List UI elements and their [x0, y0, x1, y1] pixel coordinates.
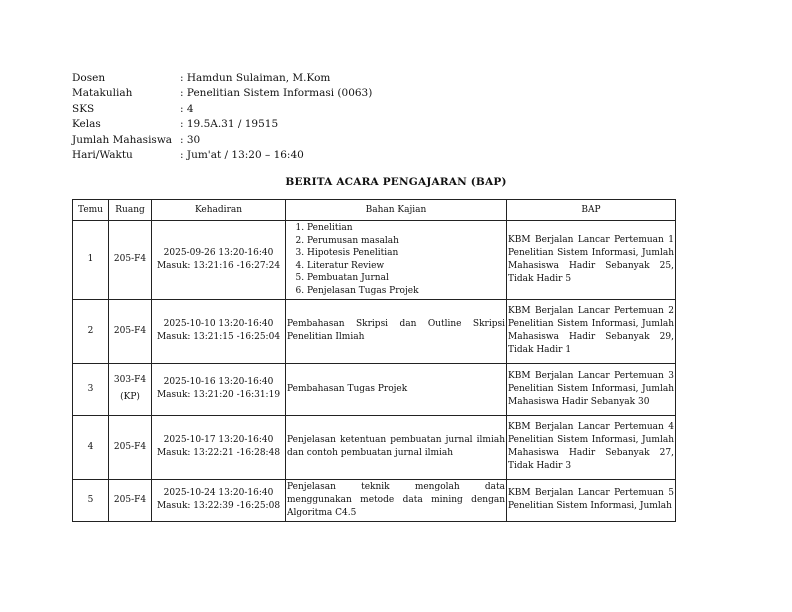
masuk-text: Masuk: 13:21:15 -16:25:04: [156, 332, 281, 343]
info-row-sks: [72, 102, 372, 117]
document-title: BERITA ACARA PENGAJARAN (BAP): [285, 176, 507, 188]
cell-ruang: 205-F4: [109, 479, 152, 521]
list-item: 1. Penelitian: [307, 222, 505, 235]
table-header-row: [73, 200, 676, 221]
ruang-text: 303-F4: [113, 375, 147, 386]
cell-bahan-kajian: Pembahasan Tugas Projek: [286, 363, 507, 415]
cell-bahan-kajian: [286, 221, 507, 300]
header-temu: Temu: [73, 200, 109, 221]
jadwal-text: 2025-10-17 13:20-16:40: [163, 435, 274, 446]
cell-temu: 1: [73, 221, 109, 300]
cell-temu: 2: [73, 299, 109, 363]
info-value: : 4: [180, 102, 194, 115]
list-item: 2. Perumusan masalah: [307, 235, 505, 248]
info-row-kelas: [72, 117, 372, 132]
info-label: SKS: [72, 102, 95, 115]
masuk-text: Masuk: 13:21:16 -16:27:24: [156, 260, 281, 271]
cell-ruang: 205-F4: [109, 221, 152, 300]
cell-ruang: 205-F4: [109, 299, 152, 363]
table-row: [73, 479, 676, 521]
info-value: : Jum'at / 13:20 – 16:40: [180, 148, 304, 161]
cell-kehadiran: [152, 363, 286, 415]
info-value: : Hamdun Sulaiman, M.Kom: [180, 72, 331, 84]
jadwal-text: 2025-10-24 13:20-16:40: [163, 488, 274, 499]
table-row: [73, 221, 676, 300]
cell-temu: 4: [73, 415, 109, 479]
cell-ruang: [109, 363, 152, 415]
jadwal-text: 2025-10-16 13:20-16:40: [163, 377, 274, 388]
list-item: 6. Penjelasan Tugas Projek: [307, 285, 505, 298]
cell-bap: KBM Berjalan Lancar Pertemuan 1 Penelitian Sistem Informasi, Jumlah Mahasiswa Hadir Sebanyak 25, Tidak Hadir 5: [507, 221, 676, 300]
cell-bahan-kajian: Pembahasan Skripsi dan Outline Skripsi Penelitian Ilmiah: [286, 299, 507, 363]
table-row: [73, 363, 676, 415]
list-item: 4. Literatur Review: [307, 260, 505, 273]
table-row: [73, 299, 676, 363]
info-value: : Penelitian Sistem Informasi (0063): [180, 87, 373, 100]
info-value: : 19.5A.31 / 19515: [180, 118, 279, 131]
ruang-note: (KP): [120, 392, 140, 403]
cell-bap: KBM Berjalan Lancar Pertemuan 5 Penelitian Sistem Informasi, Jumlah: [507, 479, 676, 521]
info-row-matakuliah: [72, 86, 372, 101]
info-label: Hari/Waktu: [72, 148, 133, 161]
list-item: 3. Hipotesis Penelitian: [307, 247, 505, 260]
header-ruang: Ruang: [109, 200, 152, 221]
header-bahan-kajian: Bahan Kajian: [286, 200, 507, 221]
cell-kehadiran: [152, 415, 286, 479]
info-row-hari-waktu: [72, 148, 372, 163]
cell-bap: KBM Berjalan Lancar Pertemuan 4 Penelitian Sistem Informasi, Jumlah Mahasiswa Hadir Sebanyak 27, Tidak Hadir 3: [507, 415, 676, 479]
cell-bahan-kajian: Penjelasan ketentuan pembuatan jurnal ilmiah dan contoh pembuatan jurnal ilmiah: [286, 415, 507, 479]
jadwal-text: 2025-10-10 13:20-16:40: [163, 319, 274, 330]
header-kehadiran: Kehadiran: [152, 200, 286, 221]
masuk-text: Masuk: 13:22:39 -16:25:08: [156, 501, 281, 512]
info-value: : 30: [180, 133, 201, 146]
info-label: Dosen: [72, 72, 106, 84]
course-info: [72, 71, 372, 163]
header-bap: BAP: [507, 200, 676, 221]
cell-temu: 5: [73, 479, 109, 521]
list-item: 5. Pembuatan Jurnal: [307, 272, 505, 285]
info-label: Jumlah Mahasiswa: [72, 133, 173, 146]
bap-table: [72, 199, 676, 522]
table-row: [73, 415, 676, 479]
cell-kehadiran: [152, 299, 286, 363]
cell-bap: KBM Berjalan Lancar Pertemuan 3 Penelitian Sistem Informasi, Jumlah Mahasiswa Hadir Sebanyak 30: [507, 363, 676, 415]
cell-bahan-kajian: Penjelasan teknik mengolah data menggunakan metode data mining dengan Algoritma C4.5: [286, 479, 507, 521]
topic-list: [287, 222, 505, 298]
cell-bap: KBM Berjalan Lancar Pertemuan 2 Penelitian Sistem Informasi, Jumlah Mahasiswa Hadir Sebanyak 29, Tidak Hadir 1: [507, 299, 676, 363]
cell-ruang: 205-F4: [109, 415, 152, 479]
info-label: Kelas: [72, 118, 101, 131]
masuk-text: Masuk: 13:21:20 -16:31:19: [156, 390, 281, 401]
cell-temu: 3: [73, 363, 109, 415]
cell-kehadiran: [152, 221, 286, 300]
cell-kehadiran: [152, 479, 286, 521]
info-row-jumlah-mahasiswa: [72, 133, 372, 148]
info-row-dosen: [72, 71, 372, 86]
info-label: Matakuliah: [72, 87, 133, 100]
jadwal-text: 2025-09-26 13:20-16:40: [163, 247, 274, 258]
masuk-text: Masuk: 13:22:21 -16:28:48: [156, 448, 281, 459]
